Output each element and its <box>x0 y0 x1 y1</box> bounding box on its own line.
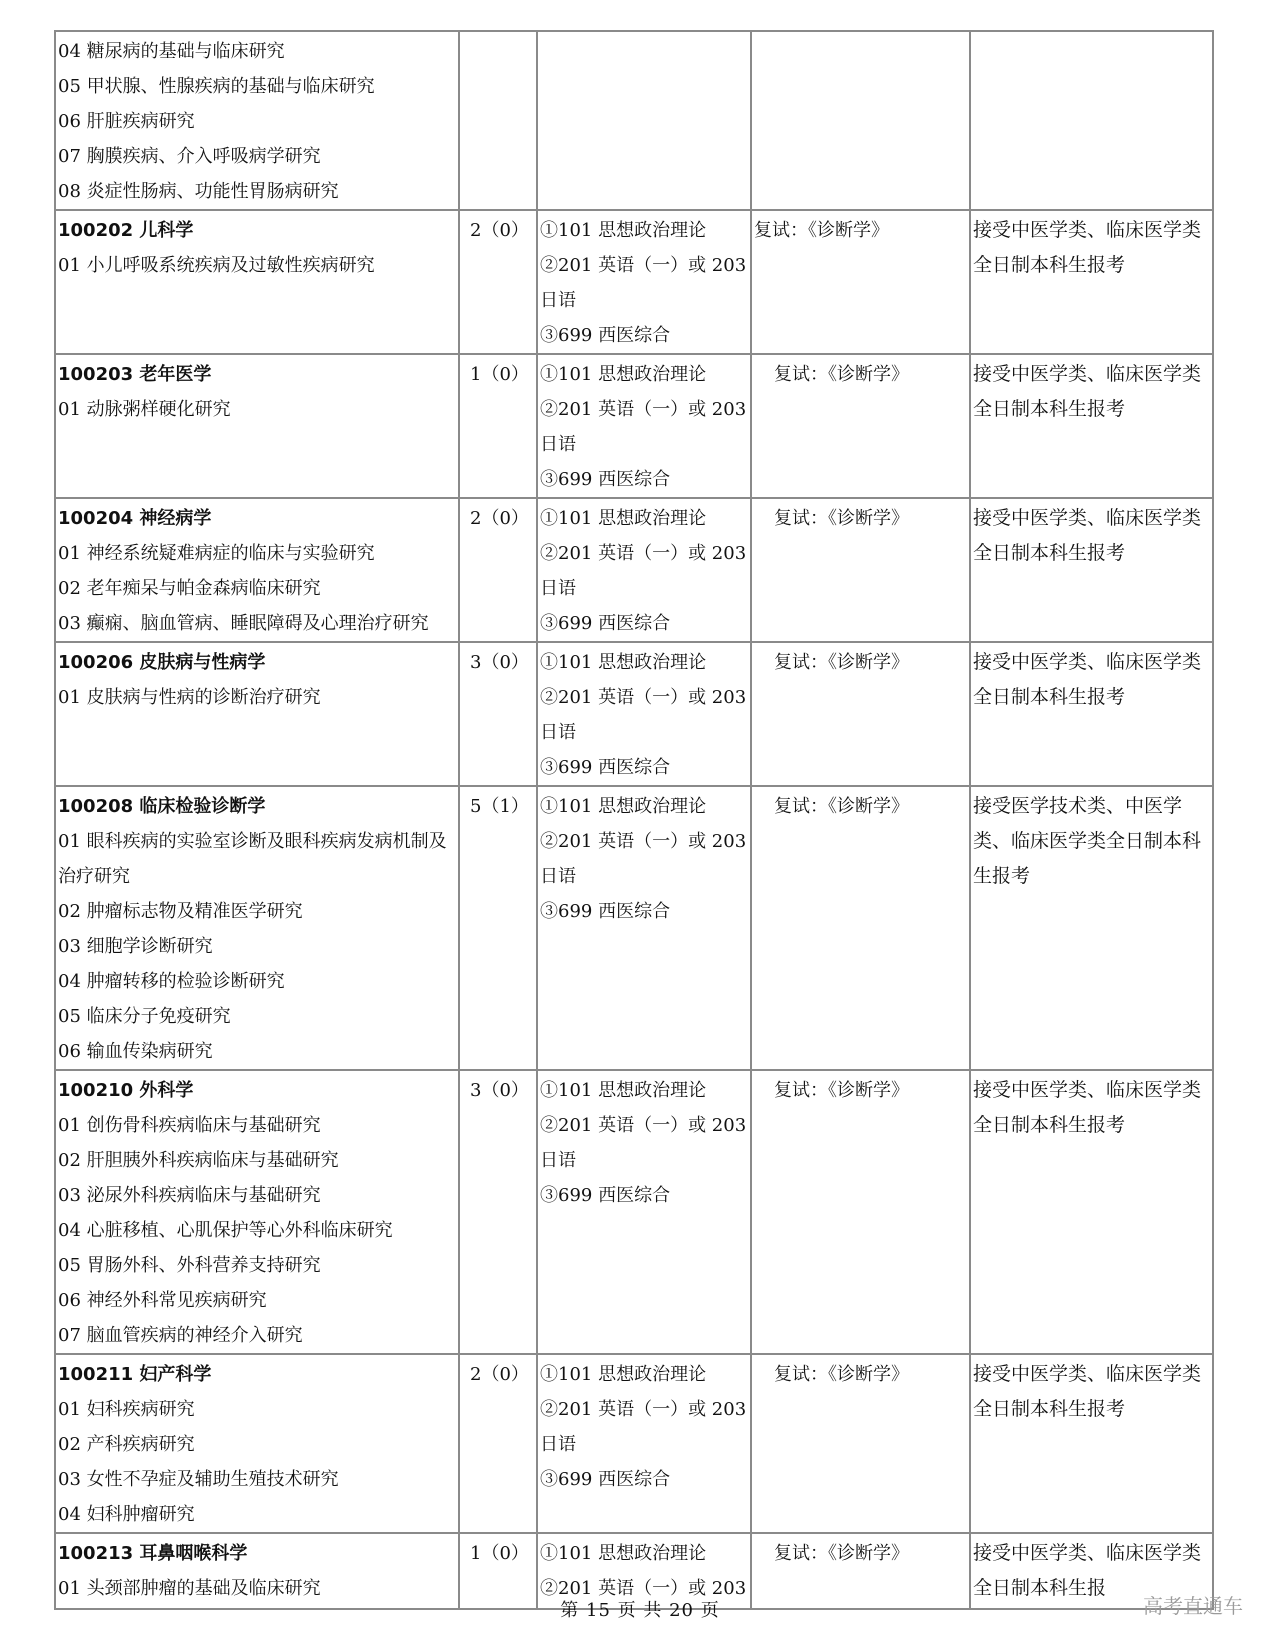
major-title: 100203 老年医学 <box>58 364 212 385</box>
research-direction: 05 胃肠外科、外科营养支持研究 <box>58 1255 321 1276</box>
notes-cell: 接受中医学类、临床医学类全日制本科生报 <box>970 1533 1213 1609</box>
research-direction: 01 动脉粥样硬化研究 <box>58 399 231 420</box>
exam-subjects-cell <box>537 354 751 498</box>
major-cell <box>55 210 459 354</box>
research-direction: 01 妇科疾病研究 <box>58 1399 195 1420</box>
research-direction: 02 肿瘤标志物及精准医学研究 <box>58 901 303 922</box>
exam-subject: ②201 英语（一）或 203 <box>540 831 747 852</box>
table-row <box>55 498 1213 642</box>
exam-subject: 日语 <box>540 1434 576 1455</box>
research-direction: 01 眼科疾病的实验室诊断及眼科疾病发病机制及 <box>58 831 447 852</box>
research-direction: 03 癫痫、脑血管病、睡眠障碍及心理治疗研究 <box>58 613 429 634</box>
exam-subject: ①101 思想政治理论 <box>540 508 707 529</box>
table-row <box>55 210 1213 354</box>
table-row <box>55 31 1213 210</box>
research-direction: 01 创伤骨科疾病临床与基础研究 <box>58 1115 321 1136</box>
exam-subject: ②201 英语（一）或 203 <box>540 1399 747 1420</box>
research-direction: 03 细胞学诊断研究 <box>58 936 213 957</box>
research-direction: 06 输血传染病研究 <box>58 1041 213 1062</box>
research-direction: 03 泌尿外科疾病临床与基础研究 <box>58 1185 321 1206</box>
notes-cell <box>970 31 1213 210</box>
exam-subject: ②201 英语（一）或 203 <box>540 1578 747 1599</box>
exam-subject: ②201 英语（一）或 203 <box>540 1115 747 1136</box>
quota-cell: 2（0） <box>459 210 537 354</box>
major-cell <box>55 642 459 786</box>
exam-subjects-cell <box>537 1070 751 1354</box>
notes-cell: 接受中医学类、临床医学类全日制本科生报考 <box>970 1070 1213 1354</box>
notes-cell: 接受医学技术类、中医学类、临床医学类全日制本科生报考 <box>970 786 1213 1070</box>
exam-subjects-cell <box>537 31 751 210</box>
major-title: 100206 皮肤病与性病学 <box>58 652 266 673</box>
quota-cell: 1（0） <box>459 1533 537 1609</box>
table-body <box>55 31 1213 1609</box>
exam-subject: ①101 思想政治理论 <box>540 1543 707 1564</box>
table-row <box>55 642 1213 786</box>
exam-subjects-cell <box>537 1354 751 1533</box>
retest-cell: 复试：《诊断学》 <box>751 1533 970 1609</box>
research-direction: 05 甲状腺、性腺疾病的基础与临床研究 <box>58 76 375 97</box>
admissions-table <box>54 30 1214 1610</box>
research-direction: 02 产科疾病研究 <box>58 1434 195 1455</box>
quota-cell: 1（0） <box>459 354 537 498</box>
research-direction: 07 脑血管疾病的神经介入研究 <box>58 1325 303 1346</box>
research-direction: 06 神经外科常见疾病研究 <box>58 1290 267 1311</box>
research-direction: 01 头颈部肿瘤的基础及临床研究 <box>58 1578 321 1599</box>
research-direction: 04 妇科肿瘤研究 <box>58 1504 195 1525</box>
retest-cell: 复试：《诊断学》 <box>751 642 970 786</box>
quota-cell <box>459 31 537 210</box>
research-direction: 01 皮肤病与性病的诊断治疗研究 <box>58 687 321 708</box>
major-title: 100211 妇产科学 <box>58 1364 212 1385</box>
exam-subject: ①101 思想政治理论 <box>540 364 707 385</box>
major-cell <box>55 1354 459 1533</box>
major-cell <box>55 786 459 1070</box>
research-direction: 03 女性不孕症及辅助生殖技术研究 <box>58 1469 339 1490</box>
exam-subjects-cell <box>537 210 751 354</box>
exam-subject: 日语 <box>540 722 576 743</box>
exam-subject: 日语 <box>540 578 576 599</box>
research-direction: 04 糖尿病的基础与临床研究 <box>58 41 285 62</box>
notes-cell: 接受中医学类、临床医学类全日制本科生报考 <box>970 210 1213 354</box>
watermark: 高考直通车 <box>1143 1594 1243 1618</box>
major-cell <box>55 1070 459 1354</box>
quota-cell: 2（0） <box>459 498 537 642</box>
research-direction: 04 心脏移植、心肌保护等心外科临床研究 <box>58 1220 393 1241</box>
major-title: 100202 儿科学 <box>58 220 194 241</box>
research-direction: 02 肝胆胰外科疾病临床与基础研究 <box>58 1150 339 1171</box>
research-direction: 02 老年痴呆与帕金森病临床研究 <box>58 578 321 599</box>
quota-cell: 5（1） <box>459 786 537 1070</box>
retest-cell: 复试：《诊断学》 <box>751 498 970 642</box>
research-direction: 01 小儿呼吸系统疾病及过敏性疾病研究 <box>58 255 375 276</box>
major-cell <box>55 498 459 642</box>
research-direction: 04 肿瘤转移的检验诊断研究 <box>58 971 285 992</box>
retest-cell: 复试：《诊断学》 <box>751 354 970 498</box>
research-direction: 08 炎症性肠病、功能性胃肠病研究 <box>58 181 339 202</box>
notes-cell: 接受中医学类、临床医学类全日制本科生报考 <box>970 1354 1213 1533</box>
major-title: 100208 临床检验诊断学 <box>58 796 266 817</box>
exam-subject: ②201 英语（一）或 203 <box>540 687 747 708</box>
page-footer: 第 15 页 共 20 页 <box>560 1600 720 1621</box>
exam-subject: ③699 西医综合 <box>540 1469 671 1490</box>
research-direction: 01 神经系统疑难病症的临床与实验研究 <box>58 543 375 564</box>
research-direction: 07 胸膜疾病、介入呼吸病学研究 <box>58 146 321 167</box>
quota-cell: 2（0） <box>459 1354 537 1533</box>
exam-subject: ③699 西医综合 <box>540 613 671 634</box>
exam-subject: ③699 西医综合 <box>540 325 671 346</box>
major-title: 100213 耳鼻咽喉科学 <box>58 1543 248 1564</box>
retest-cell: 复试：《诊断学》 <box>751 210 970 354</box>
retest-cell <box>751 31 970 210</box>
table-row <box>55 354 1213 498</box>
exam-subject: 日语 <box>540 866 576 887</box>
notes-cell: 接受中医学类、临床医学类全日制本科生报考 <box>970 498 1213 642</box>
notes-cell: 接受中医学类、临床医学类全日制本科生报考 <box>970 354 1213 498</box>
research-direction: 治疗研究 <box>58 866 130 887</box>
retest-cell: 复试：《诊断学》 <box>751 786 970 1070</box>
retest-cell: 复试：《诊断学》 <box>751 1354 970 1533</box>
major-title: 100210 外科学 <box>58 1080 194 1101</box>
exam-subject: ①101 思想政治理论 <box>540 220 707 241</box>
exam-subject: 日语 <box>540 290 576 311</box>
quota-cell: 3（0） <box>459 642 537 786</box>
exam-subjects-cell <box>537 498 751 642</box>
notes-cell: 接受中医学类、临床医学类全日制本科生报考 <box>970 642 1213 786</box>
retest-cell: 复试：《诊断学》 <box>751 1070 970 1354</box>
major-cell <box>55 31 459 210</box>
quota-cell: 3（0） <box>459 1070 537 1354</box>
exam-subject: ①101 思想政治理论 <box>540 1364 707 1385</box>
exam-subject: 日语 <box>540 1150 576 1171</box>
major-cell <box>55 354 459 498</box>
exam-subject: ②201 英语（一）或 203 <box>540 399 747 420</box>
exam-subject: ①101 思想政治理论 <box>540 652 707 673</box>
exam-subject: ③699 西医综合 <box>540 1185 671 1206</box>
table-row <box>55 1070 1213 1354</box>
exam-subject: ③699 西医综合 <box>540 901 671 922</box>
exam-subjects-cell <box>537 642 751 786</box>
exam-subject: ②201 英语（一）或 203 <box>540 543 747 564</box>
exam-subject: ③699 西医综合 <box>540 757 671 778</box>
exam-subjects-cell <box>537 786 751 1070</box>
major-title: 100204 神经病学 <box>58 508 212 529</box>
table-row <box>55 1354 1213 1533</box>
exam-subject: ①101 思想政治理论 <box>540 1080 707 1101</box>
research-direction: 06 肝脏疾病研究 <box>58 111 195 132</box>
table-row <box>55 786 1213 1070</box>
exam-subject: 日语 <box>540 434 576 455</box>
research-direction: 05 临床分子免疫研究 <box>58 1006 231 1027</box>
exam-subject: ①101 思想政治理论 <box>540 796 707 817</box>
exam-subject: ③699 西医综合 <box>540 469 671 490</box>
exam-subject: ②201 英语（一）或 203 <box>540 255 747 276</box>
